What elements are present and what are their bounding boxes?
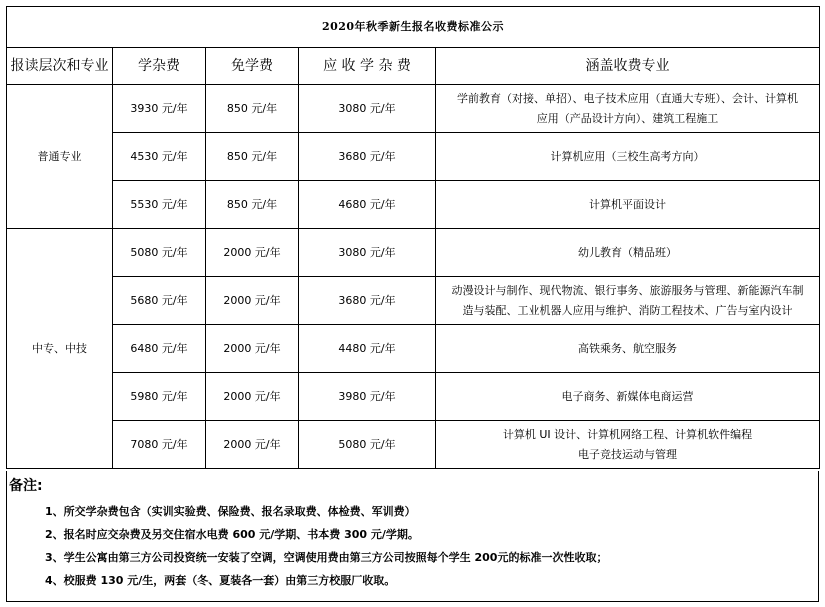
majors-line: 造与装配、工业机器人应用与维护、消防工程技术、广告与室内设计 [462,303,793,317]
table-row [7,181,820,229]
waiver-cell: 2000 元/年 [206,373,299,421]
waiver-cell: 2000 元/年 [206,229,299,277]
payable-cell: 3680 元/年 [299,133,436,181]
header-misc-fee: 学杂费 [113,48,206,85]
waiver-cell: 2000 元/年 [206,325,299,373]
payable-cell: 3080 元/年 [299,229,436,277]
header-level: 报读层次和专业 [7,48,113,85]
majors-cell: 计算机平面设计 [436,181,820,229]
majors-cell [436,85,820,133]
misc-fee-cell: 5680 元/年 [113,277,206,325]
majors-cell: 幼儿教育（精品班） [436,229,820,277]
header-tuition-waiver: 免学费 [206,48,299,85]
waiver-cell: 2000 元/年 [206,277,299,325]
misc-fee-cell: 6480 元/年 [113,325,206,373]
page-title: 2020年秋季新生报名收费标准公示 [7,7,820,48]
table-row [7,277,820,325]
majors-line: 学前教育（对接、单招）、电子技术应用（直通大专班）、会计、计算机 [457,91,798,105]
table-header-row [7,48,820,85]
level-cell-secondary: 中专、中技 [7,229,113,469]
misc-fee-cell: 3930 元/年 [113,85,206,133]
majors-line: 应用（产品设计方向）、建筑工程施工 [536,111,719,125]
majors-cell [436,277,820,325]
fee-notice-sheet [6,6,819,602]
majors-cell: 电子商务、新媒体电商运营 [436,373,820,421]
misc-fee-cell: 4530 元/年 [113,133,206,181]
payable-cell: 4680 元/年 [299,181,436,229]
notes-title: 备注: [9,478,43,494]
payable-cell: 3980 元/年 [299,373,436,421]
misc-fee-cell: 5080 元/年 [113,229,206,277]
level-cell-regular: 普通专业 [7,85,113,229]
waiver-cell: 2000 元/年 [206,421,299,469]
fee-table [6,6,820,469]
majors-cell: 计算机应用（三校生高考方向） [436,133,820,181]
table-row [7,229,820,277]
note-item: 3、学生公寓由第三方公司投资统一安装了空调，空调使用费由第三方公司按照每个学生 200元的标准一次性收取； [45,551,608,564]
waiver-cell: 850 元/年 [206,181,299,229]
note-item: 1、所交学杂费包含（实训实验费、保险费、报名录取费、体检费、军训费） [45,505,416,518]
majors-cell [436,421,820,469]
majors-line: 电子竞技运动与管理 [578,447,677,461]
payable-cell: 4480 元/年 [299,325,436,373]
majors-line: 动漫设计与制作、现代物流、银行事务、旅游服务与管理、新能源汽车制 [451,283,804,297]
table-row [7,373,820,421]
table-row [7,325,820,373]
payable-cell: 3680 元/年 [299,277,436,325]
table-row [7,421,820,469]
header-payable-fee: 应 收 学 杂 费 [299,48,436,85]
misc-fee-cell: 5530 元/年 [113,181,206,229]
table-row [7,133,820,181]
misc-fee-cell: 5980 元/年 [113,373,206,421]
waiver-cell: 850 元/年 [206,133,299,181]
header-majors: 涵盖收费专业 [436,48,820,85]
note-item: 4、校服费 130 元/生，两套（冬、夏装各一套）由第三方校服厂收取。 [45,574,396,587]
table-row [7,85,820,133]
majors-line: 计算机 UI 设计、计算机网络工程、计算机软件编程 [502,427,753,441]
notes-section [6,471,819,602]
note-item: 2、报名时应交杂费及另交住宿水电费 600 元/学期、书本费 300 元/学期。 [45,528,419,541]
misc-fee-cell: 7080 元/年 [113,421,206,469]
majors-cell: 高铁乘务、航空服务 [436,325,820,373]
waiver-cell: 850 元/年 [206,85,299,133]
payable-cell: 5080 元/年 [299,421,436,469]
payable-cell: 3080 元/年 [299,85,436,133]
